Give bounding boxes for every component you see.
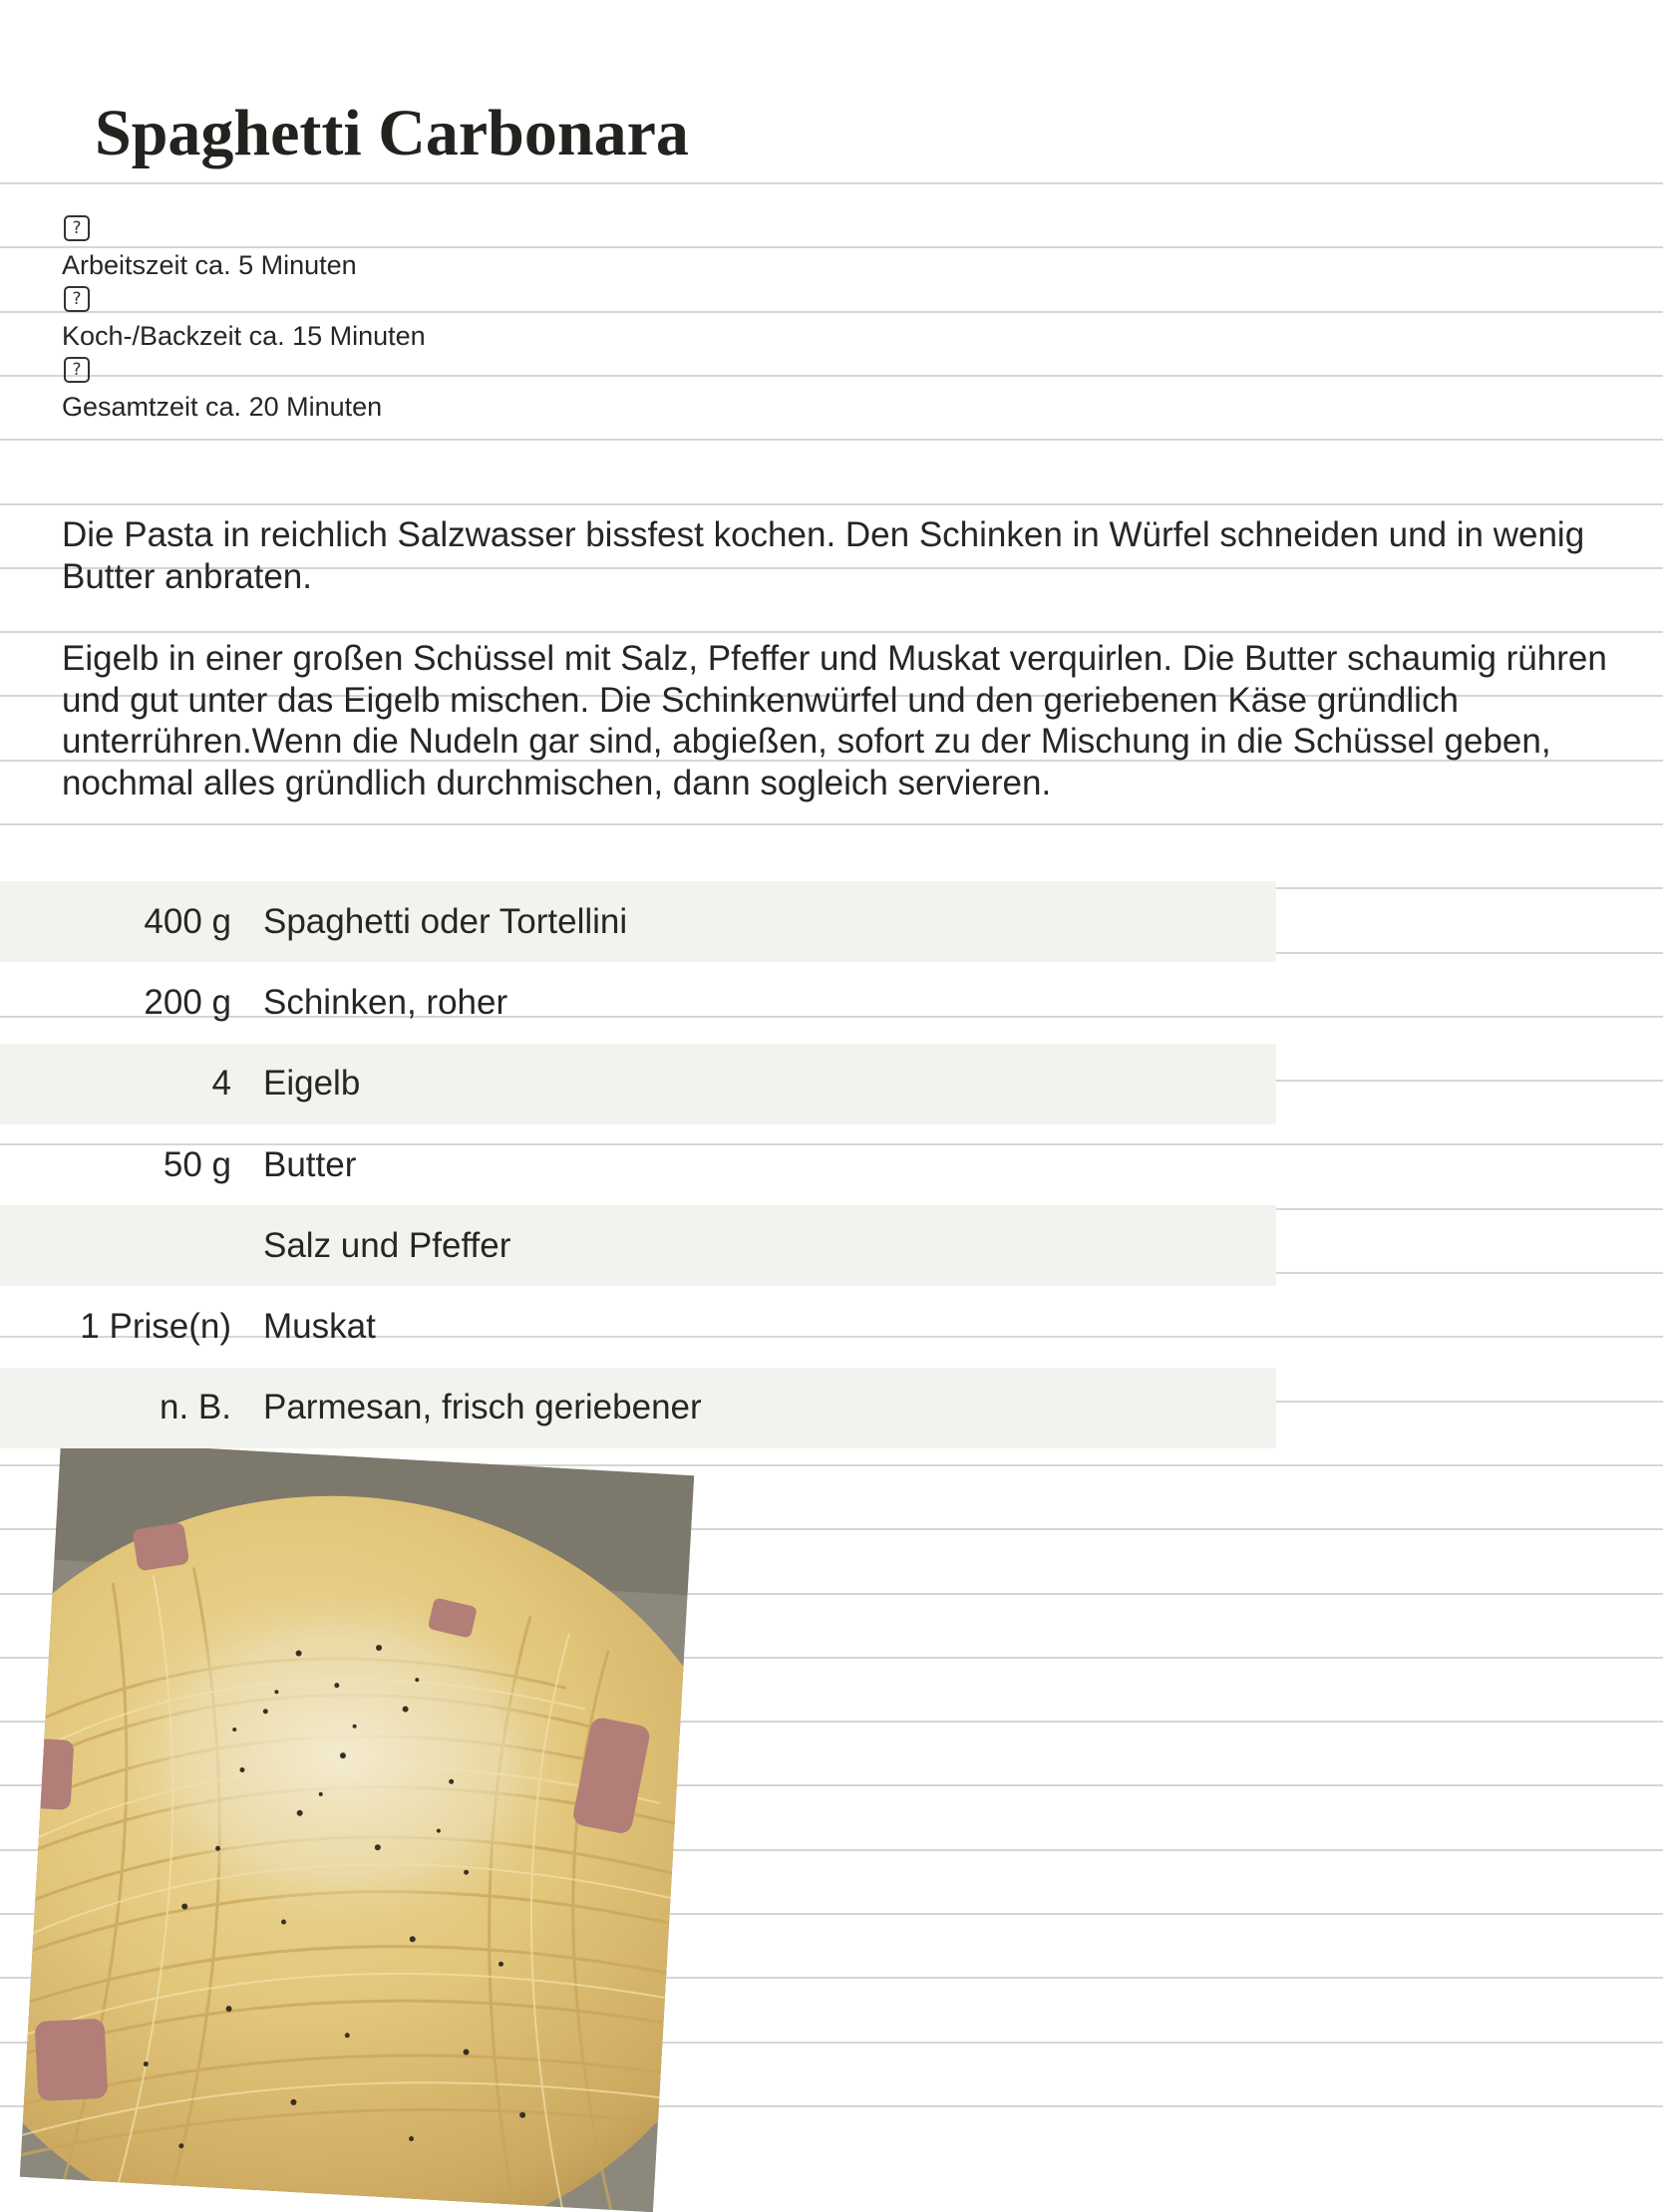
step-paragraph: Eigelb in einer großen Schüssel mit Salz, Pfeffer und Muskat verquirlen. Die Butter schaumig rühren und gut unter das Eigelb mischen. Die Schinkenwürfel und den geriebenen Käse gründlich unterrühren.Wenn die Nudeln gar sind, abgießen, sofort zu der Mischung in die Schüssel geben, nochmal alles gründlich durchmischen, dann sogleich servieren. [62, 639, 1607, 802]
ingredient-amount: 1 Prise(n) [80, 1307, 231, 1347]
ruled-line [0, 503, 1663, 505]
ingredient-name: Salz und Pfeffer [263, 1225, 511, 1265]
recipe-title: Spaghetti Carbonara [95, 97, 689, 169]
ingredient-row [0, 1205, 1276, 1286]
ingredient-row [0, 881, 1276, 962]
step-paragraph: Die Pasta in reichlich Salzwasser bissfest kochen. Den Schinken in Würfel schneiden und in wenig Butter anbraten. [62, 515, 1585, 596]
ingredient-row [0, 1124, 1276, 1205]
cook-time-text: Koch-/Backzeit ca. 15 Minuten [62, 321, 426, 351]
ingredient-name: Eigelb [263, 1064, 361, 1104]
ingredient-amount: 4 [211, 1064, 231, 1104]
ruled-line [0, 182, 1663, 184]
ingredient-name: Parmesan, frisch geriebener [263, 1388, 702, 1427]
ingredient-name: Schinken, roher [263, 982, 508, 1022]
ingredient-row [0, 1044, 1276, 1124]
ingredient-amount: 400 g [144, 901, 231, 941]
ingredient-name: Muskat [263, 1307, 376, 1347]
ingredient-row [0, 1368, 1276, 1448]
ingredient-row [0, 962, 1276, 1043]
ingredient-amount: 50 g [163, 1144, 231, 1184]
preparation-steps [62, 514, 1657, 844]
ingredient-row [0, 1286, 1276, 1367]
ingredient-amount: n. B. [160, 1388, 231, 1427]
ingredient-amount: 200 g [144, 982, 231, 1022]
carbonara-dish-image [20, 1440, 694, 2212]
work-time-text: Arbeitszeit ca. 5 Minuten [62, 250, 357, 280]
total-time-text: Gesamtzeit ca. 20 Minuten [62, 392, 383, 422]
ruled-line [0, 246, 1663, 248]
ingredient-amount [0, 1205, 263, 1286]
ruled-line [0, 311, 1663, 313]
broken-image-icon: ? [64, 286, 90, 312]
ingredient-name: Spaghetti oder Tortellini [263, 901, 628, 941]
recipe-photo [20, 1440, 694, 2212]
ingredients-table [0, 881, 1276, 1448]
ingredient-name: Butter [263, 1144, 357, 1184]
ruled-line [0, 375, 1663, 377]
ruled-line [0, 439, 1663, 441]
broken-image-icon: ? [64, 357, 90, 383]
broken-image-icon: ? [64, 215, 90, 241]
